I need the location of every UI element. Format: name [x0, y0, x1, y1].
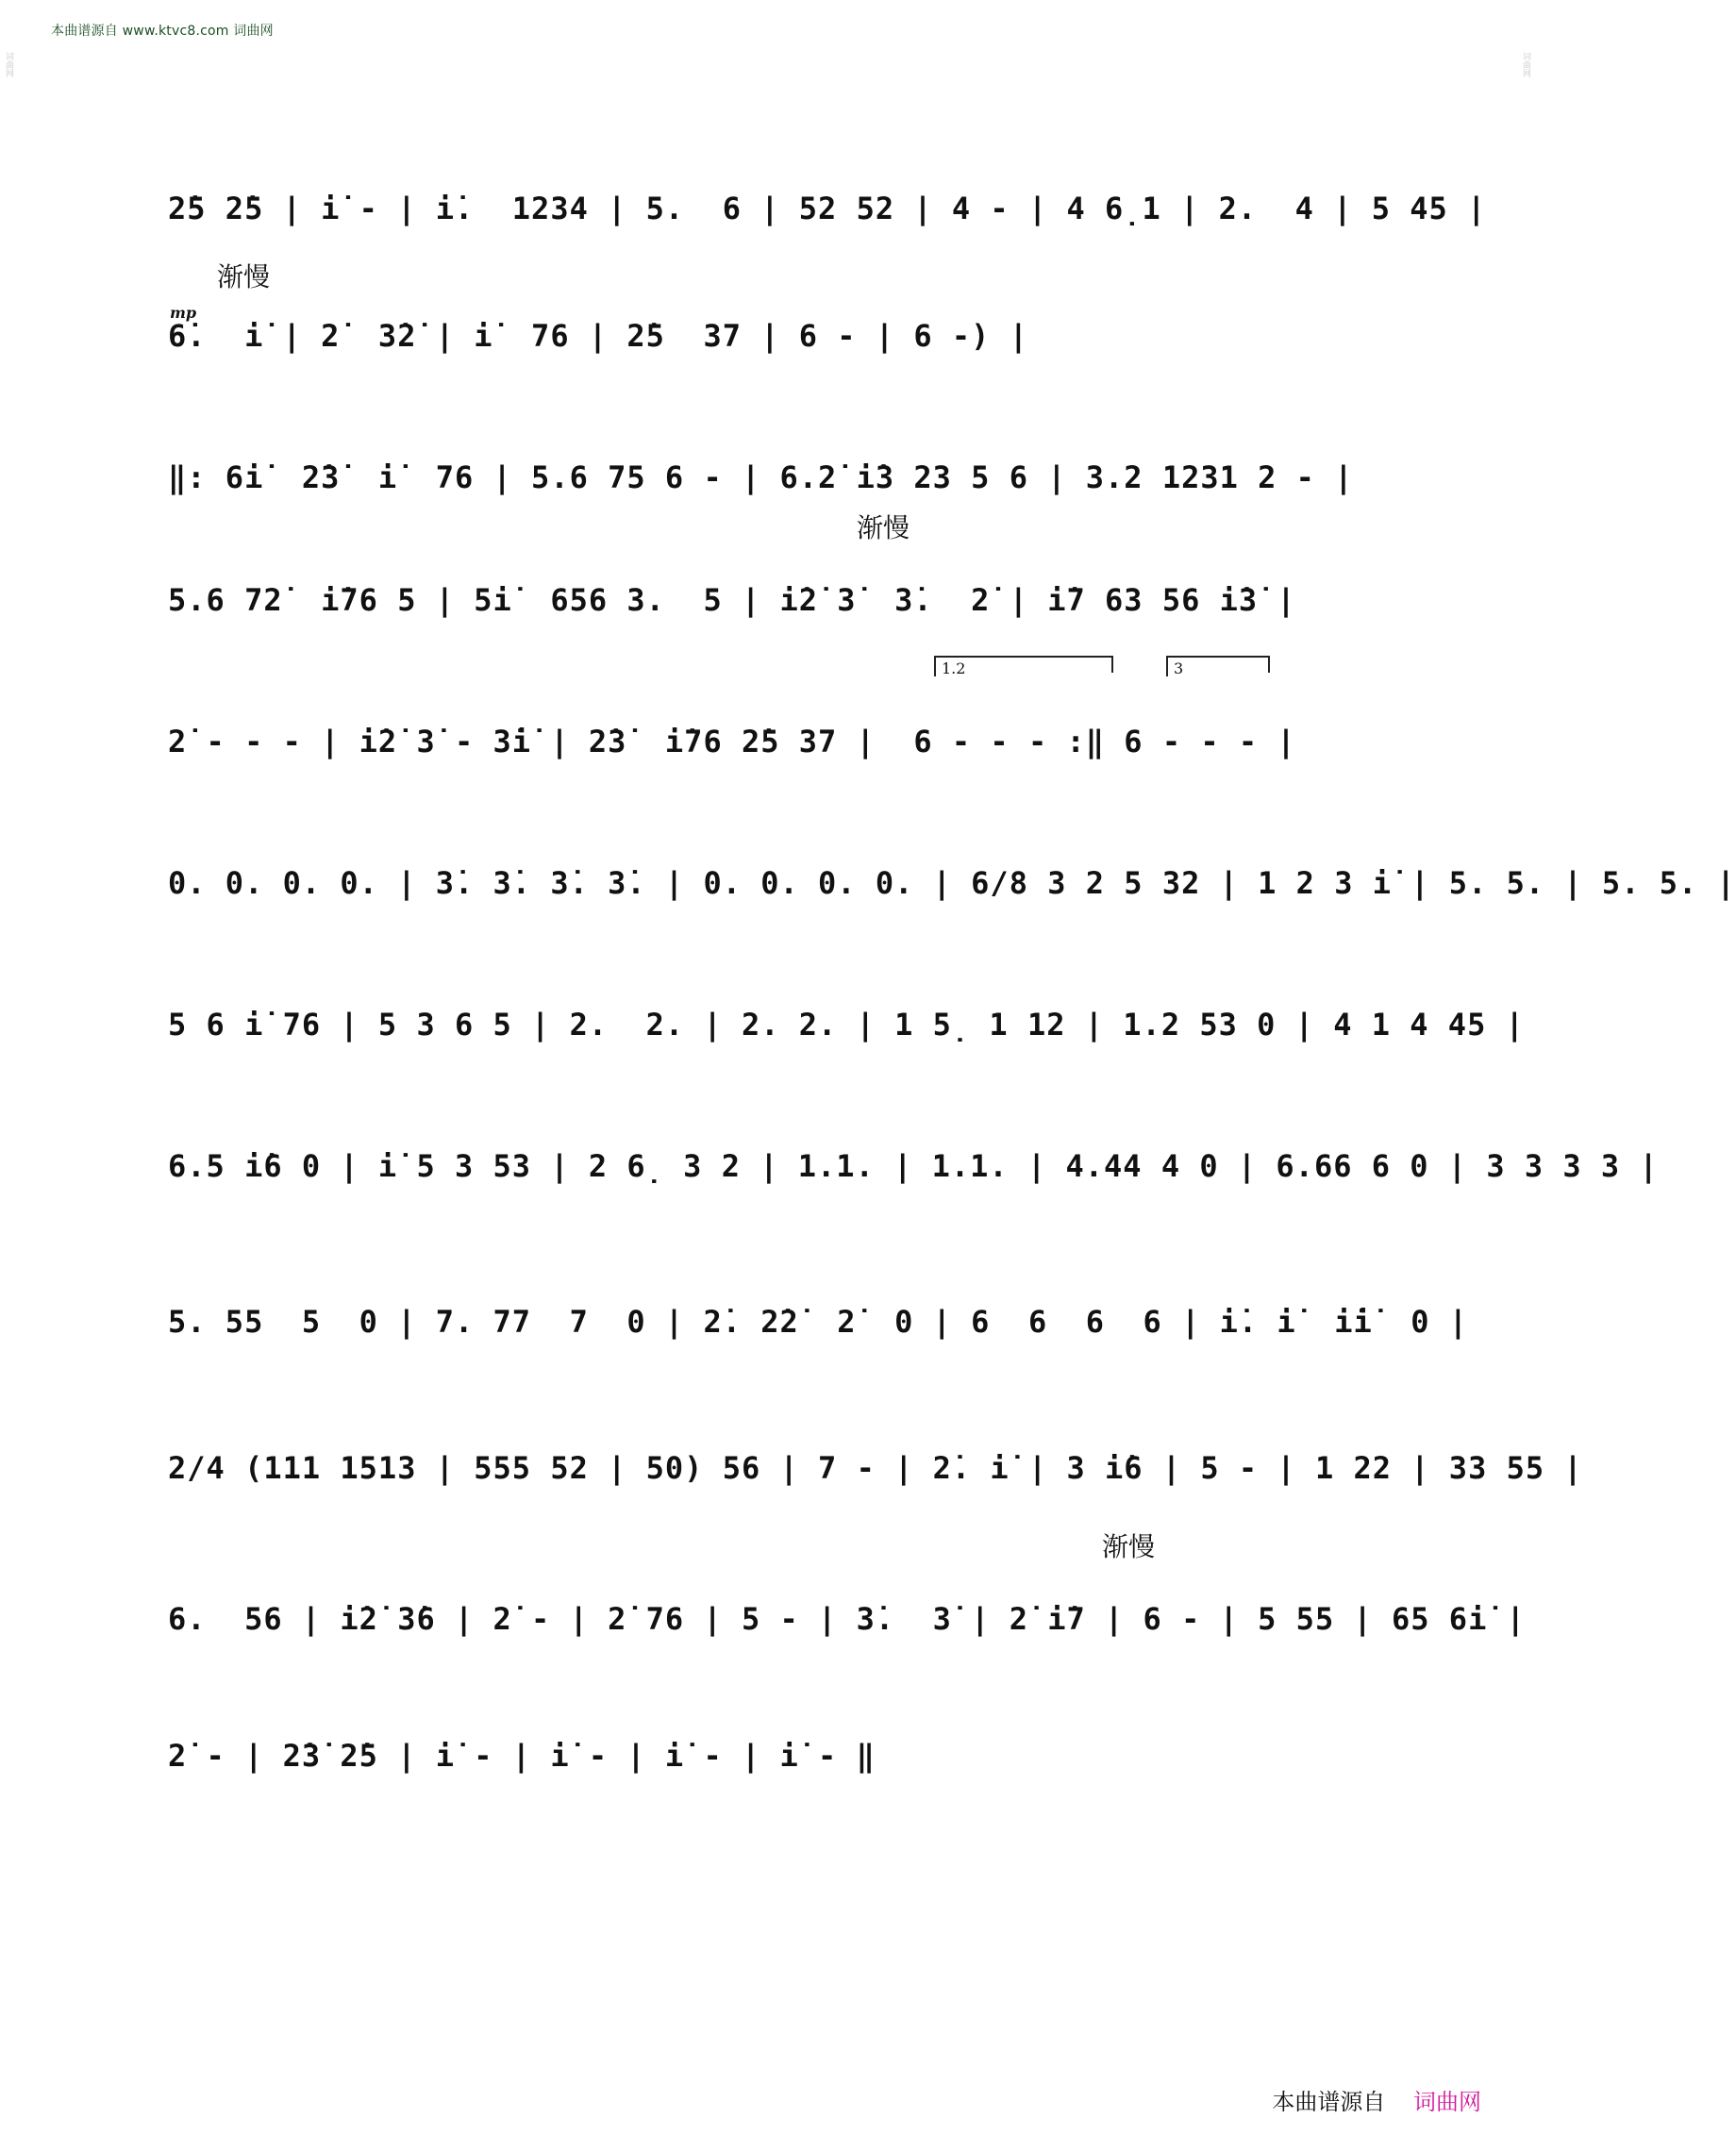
notation-text: 0. 0. 0. 0. | 3̇. 3̇. 3̇. 3̇. | 0. 0. 0. 0. | 6/8 3 2 5 32 | 1 2 3 i̇ | 5. 5. | 5. 5. |: [168, 865, 1736, 901]
volta-label: 3: [1174, 659, 1184, 677]
score-line-10: [168, 1420, 1583, 1486]
watermark-text: 词曲网: [4, 52, 13, 77]
notation-text: ‖: 6i̇ 2̇3̇ i̇ 76 | 5.6 75 6 - | 6.2̇ i̇3 23 5 6 | 3.2 1231 2 - |: [168, 459, 1354, 495]
notation-text: 6̇. i̇ | 2̇ 3̇2̇ | i̇ 76 | 2̇5 37 | 6 - | 6 -) |: [168, 318, 1028, 354]
ritardando-label: 渐慢: [857, 512, 910, 543]
footer-brand-link[interactable]: 词曲网: [1413, 2089, 1481, 2115]
score-line-1: [168, 160, 1538, 226]
notation-text: 2̇ - - - | i̇2̇ 3̇ - 3̇i̇ | 2̇3̇ i̇76 2̇5 37 | 6 - - - :‖ 6 - - - |: [168, 724, 1296, 759]
notation-text: 5.6 72̇ i̇76 5 | 5i̇ 656 3. 5 | i̇2̇ 3̇ 3̇. 2̇ | i̇7 63 56 i̇3̇ |: [168, 582, 1296, 618]
volta-label: 1.2: [942, 659, 966, 677]
score-line-8: [168, 1118, 1659, 1184]
volta-end-tick: [1111, 656, 1113, 673]
footer-source-label: 本曲谱源自: [1272, 2089, 1386, 2115]
notation-text: 2̇ - | 2̇3̇ 2̇5 | i̇ - | i̇ - | i̇ - | i̇ - ‖: [168, 1738, 876, 1774]
volta-first-ending: [934, 656, 1111, 676]
notation-text: 2̇5 2̇5 | i̇ - | i̇. 1234 | 5. 6 | 52 52 | 4 - | 4 6̣1 | 2. 4 | 5 45 |: [168, 191, 1487, 226]
watermark-right: [1520, 52, 1535, 77]
footer-source: [1272, 2083, 1481, 2116]
dynamic-marking: mp: [170, 304, 197, 322]
watermark-text: 词曲网: [1521, 52, 1530, 77]
ritardando-label: 渐慢: [217, 261, 271, 292]
notation-text: 6.5 i̇6 0 | i̇ 5 3 53 | 2 6̣ 3 2 | 1.1. | 1.1. | 4.44 4 0 | 6.66 6 0 | 3 3 3 3 |: [168, 1148, 1659, 1184]
score-line-11: [168, 1571, 1538, 1637]
score-line-5: [168, 693, 1538, 759]
source-header: 本曲谱源自 www.ktvc8.com 词曲网: [51, 24, 274, 39]
notation-text: 5. 55 5 0 | 7. 77 7 0 | 2̇. 2̇2̇ 2̇ 0 | 6 6 6 6 | i̇. i̇ i̇i̇ 0 |: [168, 1304, 1469, 1340]
ritardando-label: 渐慢: [1102, 1531, 1156, 1562]
score-line-9: [168, 1274, 1538, 1340]
score-line-7: [168, 976, 1538, 1043]
volta-end-tick: [1268, 656, 1270, 673]
volta-second-ending: [1166, 656, 1268, 676]
notation-text: 2/4 (111 1513 | 555 52 | 50) 56 | 7 - | 2̇. i̇ | 3 i̇6 | 5 - | 1 22 | 33 55 |: [168, 1450, 1583, 1486]
notation-text: 5 6 i̇ 76 | 5 3 6 5 | 2. 2. | 2. 2. | 1 5̣ 1 12 | 1.2 53 0 | 4 1 4 45 |: [168, 1007, 1525, 1043]
score-line-12: [168, 1708, 1538, 1774]
score-line-4: [168, 552, 1538, 618]
score-line-2: [168, 288, 1538, 354]
score-line-3: [168, 429, 1538, 495]
score-line-6: [168, 835, 1736, 901]
watermark-left: [3, 52, 18, 77]
notation-text: 6. 56 | i̇2̇ 3̇6 | 2̇ - | 2̇ 76 | 5 - | 3̇. 3̇ | 2̇ i̇7 | 6 - | 5 55 | 65 6i̇ |: [168, 1601, 1526, 1637]
